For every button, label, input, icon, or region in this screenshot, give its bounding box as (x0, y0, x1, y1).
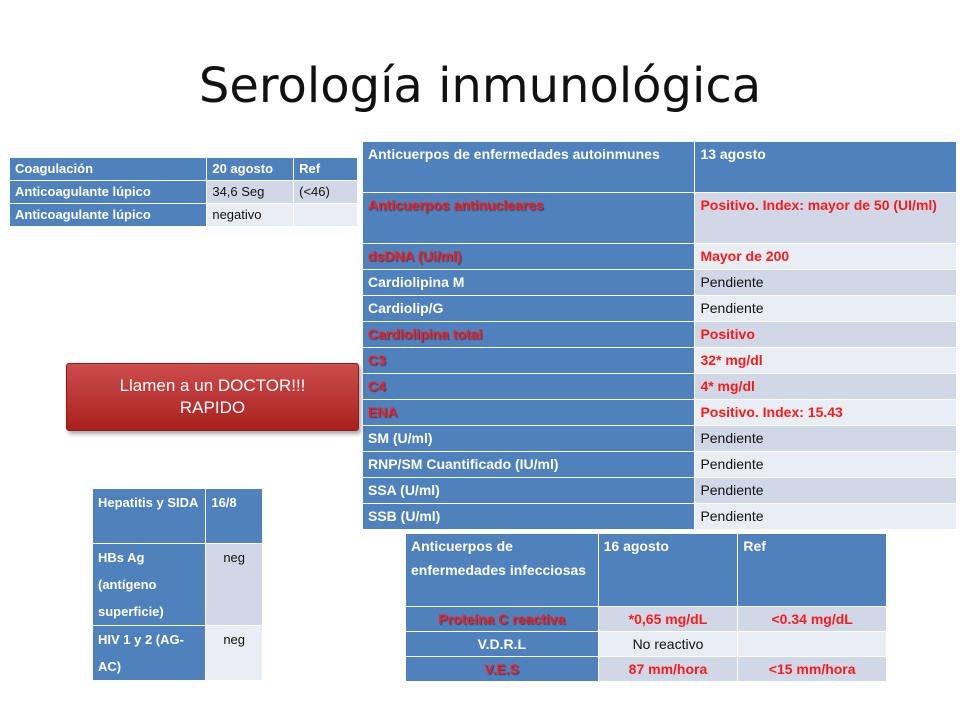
row-label: Anticoagulante lúpico (10, 204, 207, 227)
row-value: 4* mg/dl (695, 374, 957, 400)
row-value: Positivo. Index: mayor de 50 (UI/ml) (695, 193, 957, 244)
table-row (363, 452, 957, 478)
header-cell: Coagulación (10, 158, 207, 181)
row-value: Pendiente (695, 296, 957, 322)
row-label: V.E.S (406, 657, 599, 682)
table-row (363, 400, 957, 426)
table-row (363, 322, 957, 348)
alert-line: Llamen a un DOCTOR!!! (119, 376, 306, 395)
row-label: SM (U/ml) (363, 426, 695, 452)
row-value: *0,65 mg/dL (598, 607, 738, 632)
row-label: C3 (363, 348, 695, 374)
row-value: Positivo (695, 322, 957, 348)
row-value: No reactivo (598, 632, 738, 657)
table-row (10, 181, 358, 204)
row-label: RNP/SM Cuantificado (IU/ml) (363, 452, 695, 478)
row-label: dsDNA (Ui/ml) (363, 244, 695, 270)
coagulation-table (9, 157, 358, 227)
header-cell: 20 agosto (207, 158, 294, 181)
page-title: Serología inmunológica (198, 58, 762, 114)
table-row (363, 374, 957, 400)
row-label: HBs Ag (antígeno superficie) (93, 544, 206, 626)
row-value: neg (206, 626, 263, 681)
row-value: negativo (207, 204, 294, 227)
header-cell: 16 agosto (598, 534, 738, 607)
row-value: 34,6 Seg (207, 181, 294, 204)
table-header-row (93, 489, 263, 544)
table-row (363, 193, 957, 244)
table-row (363, 504, 957, 530)
header-cell: Anticuerpos de enfermedades infecciosas (406, 534, 599, 607)
header-cell: Anticuerpos de enfermedades autoinmunes (363, 142, 695, 193)
row-label: Cardiolip/G (363, 296, 695, 322)
row-label: Anticuerpos antinucleares (363, 193, 695, 244)
header-cell: 16/8 (206, 489, 263, 544)
row-value: Mayor de 200 (695, 244, 957, 270)
table-row (406, 607, 887, 632)
row-label: SSA (U/ml) (363, 478, 695, 504)
row-value: Pendiente (695, 504, 957, 530)
header-cell: Ref (738, 534, 887, 607)
table-row (363, 244, 957, 270)
row-label: Cardiolipina total (363, 322, 695, 348)
table-header-row (10, 158, 358, 181)
table-row (10, 204, 358, 227)
table-row (406, 657, 887, 682)
row-ref (294, 204, 358, 227)
row-label: C4 (363, 374, 695, 400)
row-value: Positivo. Index: 15.43 (695, 400, 957, 426)
alert-callout (66, 363, 359, 431)
header-cell: Hepatitis y SIDA (93, 489, 206, 544)
row-value: neg (206, 544, 263, 626)
row-value: Pendiente (695, 478, 957, 504)
table-row (406, 632, 887, 657)
table-row (363, 426, 957, 452)
row-value: 32* mg/dl (695, 348, 957, 374)
table-row (363, 348, 957, 374)
row-label: ENA (363, 400, 695, 426)
row-label: V.D.R.L (406, 632, 599, 657)
header-cell: Ref (294, 158, 358, 181)
table-row (363, 478, 957, 504)
row-value: Pendiente (695, 270, 957, 296)
row-value: Pendiente (695, 452, 957, 478)
row-label: Proteína C reactiva (406, 607, 599, 632)
row-value: Pendiente (695, 426, 957, 452)
alert-line: RAPIDO (179, 398, 246, 417)
row-label: Cardiolipina M (363, 270, 695, 296)
table-row (93, 626, 263, 681)
table-header-row (363, 142, 957, 193)
table-row (363, 270, 957, 296)
table-header-row (406, 534, 887, 607)
row-ref (738, 632, 887, 657)
table-row (363, 296, 957, 322)
table-row (93, 544, 263, 626)
row-label: SSB (U/ml) (363, 504, 695, 530)
hepatitis-table (92, 488, 263, 681)
row-label: HIV 1 y 2 (AG-AC) (93, 626, 206, 681)
autoimmune-table (362, 141, 957, 530)
row-ref: <15 mm/hora (738, 657, 887, 682)
infectious-table (405, 533, 887, 682)
header-cell: 13 agosto (695, 142, 957, 193)
row-label: Anticoagulante lúpico (10, 181, 207, 204)
row-ref: <0.34 mg/dL (738, 607, 887, 632)
row-ref: (<46) (294, 181, 358, 204)
row-value: 87 mm/hora (598, 657, 738, 682)
